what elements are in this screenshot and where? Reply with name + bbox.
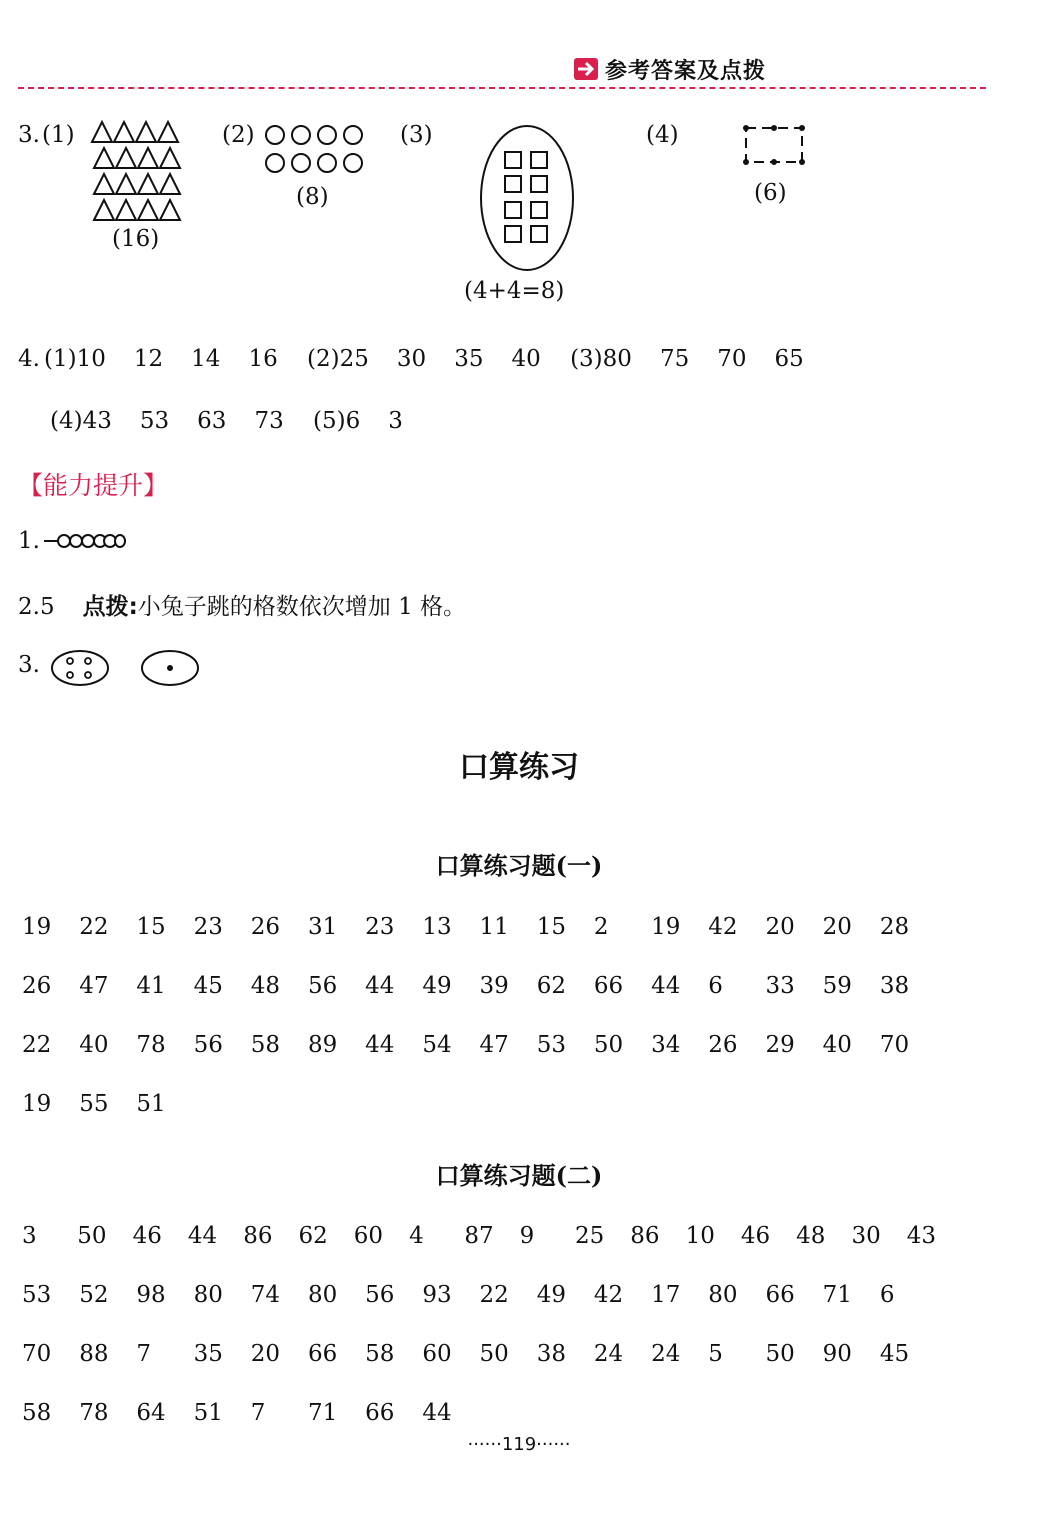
answer-cell: 38 bbox=[536, 1340, 566, 1367]
ability-q3-number: 3. bbox=[18, 652, 40, 678]
answer-cell: 58 bbox=[22, 1399, 52, 1426]
q3-part1-label: (1) bbox=[42, 122, 75, 148]
answer-cell: 80 bbox=[307, 1281, 338, 1308]
answer-cell: 50 bbox=[479, 1340, 509, 1367]
answer-row bbox=[22, 897, 962, 956]
answer-cell: 19 bbox=[22, 1090, 52, 1117]
answer-cell: 6 bbox=[879, 1281, 895, 1308]
answer-cell: 9 bbox=[519, 1222, 535, 1249]
answer-cell: 89 bbox=[307, 1031, 338, 1058]
answer-cell: 59 bbox=[822, 972, 852, 999]
answer-cell: 20 bbox=[822, 913, 852, 940]
answer-cell: 64 bbox=[136, 1399, 166, 1426]
answer-cell: 50 bbox=[593, 1031, 624, 1058]
answer-cell: 80 bbox=[193, 1281, 223, 1308]
answer-cell: 40 bbox=[79, 1031, 109, 1058]
answer-cell: 52 bbox=[79, 1281, 109, 1308]
answer-cell: 44 bbox=[422, 1399, 452, 1426]
answer-row bbox=[22, 1265, 962, 1324]
answer-cell: 44 bbox=[365, 972, 395, 999]
answer-cell: 34 bbox=[651, 1031, 681, 1058]
oval-dots-figure bbox=[50, 648, 202, 688]
answer-cell: 35 bbox=[193, 1340, 223, 1367]
answer-row bbox=[22, 1324, 962, 1383]
answer-row bbox=[22, 956, 962, 1015]
answer-cell: 31 bbox=[307, 913, 338, 940]
answer-cell: 78 bbox=[79, 1399, 109, 1426]
answer-cell: 70 bbox=[879, 1031, 910, 1058]
answer-cell: 47 bbox=[479, 1031, 509, 1058]
q4-line2 bbox=[50, 408, 425, 434]
answer-cell: 7 bbox=[250, 1399, 266, 1426]
answer-cell: 44 bbox=[365, 1031, 395, 1058]
answer-cell: 43 bbox=[906, 1222, 937, 1249]
answer-cell: 29 bbox=[765, 1031, 795, 1058]
header-divider bbox=[18, 87, 986, 89]
answer-cell: 40 bbox=[822, 1031, 852, 1058]
answer-cell: 71 bbox=[307, 1399, 338, 1426]
answer-cell: 13 bbox=[422, 913, 452, 940]
oral-title: 口算练习 bbox=[459, 750, 579, 785]
answer-cell: 58 bbox=[250, 1031, 281, 1058]
arrow-icon bbox=[574, 58, 598, 80]
answer-cell: 19 bbox=[22, 913, 52, 940]
ability-q1-number: 1. bbox=[18, 528, 40, 554]
answer-cell: 30 bbox=[851, 1222, 881, 1249]
answer-cell: 86 bbox=[630, 1222, 660, 1249]
page-number: ······119······ bbox=[467, 1434, 571, 1455]
answer-cell: 42 bbox=[593, 1281, 624, 1308]
hint-text: 小兔子跳的格数依次增加 1 格。 bbox=[137, 594, 467, 620]
q3-part4-answer: (6) bbox=[754, 180, 787, 206]
answer-cell: 88 bbox=[79, 1340, 109, 1367]
answer-cell: 56 bbox=[365, 1281, 395, 1308]
answer-cell: 28 bbox=[879, 913, 910, 940]
answer-cell: 3 bbox=[22, 1222, 37, 1249]
answer-cell: 22 bbox=[479, 1281, 509, 1308]
answer-cell: 26 bbox=[708, 1031, 738, 1058]
answer-cell: 66 bbox=[365, 1399, 395, 1426]
answer-cell: 86 bbox=[243, 1222, 273, 1249]
q3-part2-label: (2) bbox=[222, 122, 255, 148]
answer-cell: 60 bbox=[353, 1222, 384, 1249]
answer-cell: 48 bbox=[250, 972, 281, 999]
header-title: 参考答案及点拨 bbox=[605, 59, 767, 84]
answer-cell: 53 bbox=[536, 1031, 566, 1058]
answer-cell: 24 bbox=[593, 1340, 624, 1367]
q4-part3: (3)80 75 70 65 bbox=[570, 346, 804, 372]
answer-cell: 6 bbox=[708, 972, 723, 999]
squares-oval-figure bbox=[479, 124, 579, 274]
answer-cell: 22 bbox=[79, 913, 109, 940]
answer-cell: 39 bbox=[479, 972, 509, 999]
oral-set1-grid bbox=[22, 897, 962, 1133]
answer-cell: 7 bbox=[136, 1340, 152, 1367]
circles-figure bbox=[264, 124, 368, 174]
q4-part1: (1)10 12 14 16 bbox=[44, 346, 278, 372]
answer-cell: 80 bbox=[708, 1281, 738, 1308]
answer-cell: 25 bbox=[574, 1222, 605, 1249]
answer-cell: 53 bbox=[22, 1281, 52, 1308]
answer-cell: 22 bbox=[22, 1031, 52, 1058]
q3-number: 3. bbox=[18, 122, 40, 148]
answer-cell: 58 bbox=[365, 1340, 395, 1367]
hint-label: 点拨: bbox=[82, 594, 138, 620]
answer-cell: 42 bbox=[708, 913, 738, 940]
answer-cell: 56 bbox=[307, 972, 338, 999]
answer-cell: 38 bbox=[879, 972, 910, 999]
answer-cell: 19 bbox=[651, 913, 681, 940]
q3-part1-answer: (16) bbox=[112, 226, 160, 252]
answer-cell: 45 bbox=[193, 972, 223, 999]
answer-cell: 66 bbox=[307, 1340, 338, 1367]
answer-cell: 62 bbox=[298, 1222, 328, 1249]
answer-cell: 26 bbox=[250, 913, 281, 940]
answer-cell: 54 bbox=[422, 1031, 452, 1058]
answer-cell: 48 bbox=[796, 1222, 826, 1249]
dotted-rectangle-figure bbox=[742, 124, 806, 166]
answer-cell: 51 bbox=[136, 1090, 166, 1117]
answer-cell: 70 bbox=[22, 1340, 52, 1367]
answer-cell: 87 bbox=[464, 1222, 494, 1249]
answer-cell: 17 bbox=[651, 1281, 681, 1308]
answer-cell: 20 bbox=[250, 1340, 281, 1367]
answer-row bbox=[22, 1015, 962, 1074]
q3-part4-label: (4) bbox=[646, 122, 679, 148]
answer-cell: 46 bbox=[740, 1222, 771, 1249]
q4-part5: (5)6 3 bbox=[313, 408, 403, 434]
answer-cell: 44 bbox=[187, 1222, 218, 1249]
q4-part2: (2)25 30 35 40 bbox=[307, 346, 541, 372]
answer-cell: 11 bbox=[479, 913, 509, 940]
answer-cell: 90 bbox=[822, 1340, 852, 1367]
answer-cell: 41 bbox=[136, 972, 166, 999]
answer-cell: 23 bbox=[193, 913, 223, 940]
answer-cell: 60 bbox=[422, 1340, 452, 1367]
q4-line1 bbox=[44, 346, 826, 372]
answer-cell: 74 bbox=[250, 1281, 281, 1308]
answer-cell: 4 bbox=[409, 1222, 424, 1249]
beads-figure bbox=[44, 532, 128, 550]
answer-cell: 55 bbox=[79, 1090, 109, 1117]
answer-cell: 50 bbox=[77, 1222, 107, 1249]
answer-cell: 15 bbox=[136, 913, 166, 940]
q4-part4: (4)43 53 63 73 bbox=[50, 408, 284, 434]
answer-cell: 20 bbox=[765, 913, 795, 940]
oral-set2-title: 口算练习题(二) bbox=[435, 1161, 603, 1190]
section-tag-ability: 【能力提升】 bbox=[18, 471, 169, 500]
answer-cell: 5 bbox=[708, 1340, 723, 1367]
q3-part3-answer: (4+4=8) bbox=[464, 278, 565, 304]
answer-cell: 10 bbox=[685, 1222, 715, 1249]
answer-cell: 66 bbox=[765, 1281, 795, 1308]
answer-cell: 24 bbox=[651, 1340, 681, 1367]
answer-cell: 71 bbox=[822, 1281, 852, 1308]
answer-cell: 23 bbox=[365, 913, 395, 940]
answer-cell: 98 bbox=[136, 1281, 166, 1308]
triangles-figure bbox=[90, 122, 190, 222]
ability-q2-number: 2. bbox=[18, 594, 40, 620]
answer-cell: 62 bbox=[536, 972, 566, 999]
q3-part3-label: (3) bbox=[400, 122, 433, 148]
answer-cell: 51 bbox=[193, 1399, 223, 1426]
answer-cell: 33 bbox=[765, 972, 795, 999]
answer-cell: 26 bbox=[22, 972, 52, 999]
answer-cell: 50 bbox=[765, 1340, 795, 1367]
q3-part2-answer: (8) bbox=[296, 184, 329, 210]
answer-cell: 66 bbox=[593, 972, 624, 999]
answer-cell: 49 bbox=[536, 1281, 566, 1308]
answer-cell: 78 bbox=[136, 1031, 166, 1058]
oral-set1-title: 口算练习题(一) bbox=[435, 851, 603, 880]
answer-row bbox=[22, 1206, 962, 1265]
ability-q2 bbox=[18, 588, 466, 621]
answer-cell: 45 bbox=[879, 1340, 910, 1367]
answer-cell: 46 bbox=[132, 1222, 162, 1249]
answer-cell: 56 bbox=[193, 1031, 223, 1058]
oral-set2-grid bbox=[22, 1206, 962, 1442]
ability-q2-answer: 5 bbox=[39, 594, 55, 620]
q4-number: 4. bbox=[18, 346, 40, 372]
answer-cell: 2 bbox=[593, 913, 609, 940]
answer-row bbox=[22, 1074, 962, 1133]
answer-cell: 49 bbox=[422, 972, 452, 999]
answer-cell: 44 bbox=[651, 972, 681, 999]
answer-cell: 93 bbox=[422, 1281, 452, 1308]
answer-cell: 47 bbox=[79, 972, 109, 999]
answer-cell: 15 bbox=[536, 913, 566, 940]
